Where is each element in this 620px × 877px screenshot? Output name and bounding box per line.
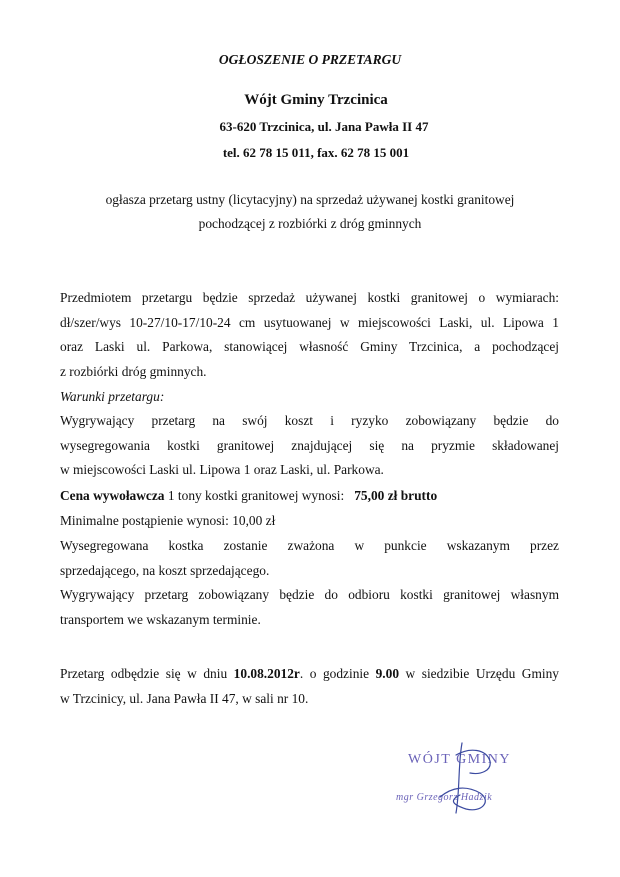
subject-paragraph [60, 286, 559, 384]
schedule-suffix: w siedzibie Urzędu Gminy [399, 666, 559, 681]
pickup-paragraph [60, 583, 559, 632]
minimum-bid: Minimalne postąpienie wynosi: 10,00 zł [60, 513, 276, 528]
organization-address: 63-620 Trzcinica, ul. Jana Pawła II 47 [219, 119, 429, 134]
schedule-mid: . o godzinie [299, 666, 376, 681]
pickup-line: Wygrywający przetarg zobowiązany będzie do odbioru kostki granitowej własnym [60, 587, 559, 602]
weighing-line: sprzedającego, na koszt sprzedającego. [60, 562, 270, 578]
schedule-paragraph [60, 662, 559, 711]
stamp-name: mgr Grzegorz Hadzik [396, 792, 493, 803]
winner-line: Wygrywający przetarg na swój koszt i ryzyko zobowiązany będzie do [60, 413, 559, 428]
announcement-line-1: ogłasza przetarg ustny (licytacyjny) na sprzedaż używanej kostki granitowej [105, 192, 515, 207]
auction-time: 9.00 [375, 666, 400, 681]
winner-paragraph [60, 409, 559, 483]
subject-line: Przedmiotem przetargu będzie sprzedaż używanej kostki granitowej o wymiarach: [60, 290, 559, 305]
winner-line: wysegregowania kostki granitowej znajdującej się na pryzmie składowanej [60, 437, 559, 453]
stamp-title: WÓJT GMINY [408, 752, 512, 767]
schedule-location: w Trzcinicy, ul. Jana Pawła II 47, w sali nr 10. [60, 690, 309, 706]
subject-line: oraz Laski ul. Parkowa, stanowiącej własność Gminy Trzcinica, a pochodzącej [60, 339, 559, 354]
weighing-line: Wysegregowana kostka zostanie zważona w punkcie wskazanym przez [60, 538, 559, 553]
price-label: Cena wywoławcza [60, 488, 165, 503]
organization-phone: tel. 62 78 15 011, fax. 62 78 15 001 [222, 145, 410, 160]
weighing-paragraph [60, 534, 559, 583]
schedule-line [60, 662, 559, 687]
announcement-line-2: pochodzącej z rozbiórki z dróg gminnych [198, 216, 422, 231]
price-text: 1 tony kostki granitowej wynosi: [164, 488, 355, 503]
organization-name: Wójt Gminy Trzcinica [244, 92, 388, 108]
handwritten-signature [400, 735, 520, 825]
subject-line: dł/szer/wys 10-27/10-17/10-24 cm usytuowanej w miejscowości Laski, ul. Lipowa 1 [60, 314, 559, 330]
conditions-heading: Warunki przetargu: [60, 389, 165, 404]
auction-date: 10.08.2012r [233, 666, 300, 681]
price-value: 75,00 zł brutto [354, 488, 438, 503]
schedule-prefix: Przetarg odbędzie się w dniu [60, 666, 234, 681]
pickup-line: transportem we wskazanym terminie. [60, 611, 261, 627]
document-title: OGŁOSZENIE O PRZETARGU [218, 52, 402, 67]
price-line [60, 484, 559, 509]
subject-line: z rozbiórki dróg gminnych. [60, 363, 207, 379]
winner-line: w miejscowości Laski ul. Lipowa 1 oraz Laski, ul. Parkowa. [60, 462, 384, 477]
